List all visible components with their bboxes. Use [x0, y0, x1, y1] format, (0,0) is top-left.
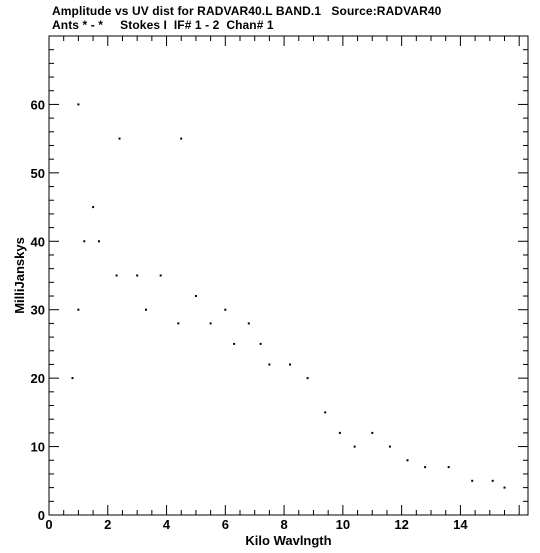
data-point	[248, 322, 250, 324]
x-tick-label: 8	[280, 517, 288, 532]
y-tick-label: 0	[37, 508, 45, 523]
x-tick-label: 4	[162, 517, 171, 532]
data-point	[354, 446, 356, 448]
chart-subtitle: Ants * - * Stokes I IF# 1 - 2 Chan# 1	[52, 18, 274, 32]
y-tick-labels	[31, 97, 45, 523]
y-tick-label: 30	[30, 302, 45, 318]
data-point	[98, 240, 100, 242]
chart-title: Amplitude vs UV dist for RADVAR40.L BAND.1 Source:RADVAR40	[52, 4, 442, 18]
data-point	[424, 466, 426, 468]
x-tick-label: 10	[335, 517, 351, 532]
data-point	[72, 377, 74, 379]
data-point	[136, 275, 138, 277]
data-point	[177, 322, 179, 324]
data-point	[77, 103, 79, 105]
x-tick-label: 2	[104, 517, 112, 532]
plot-frame	[49, 36, 528, 515]
data-point	[268, 364, 270, 366]
y-tick-label: 60	[30, 97, 45, 113]
data-point	[260, 343, 262, 345]
data-point	[389, 446, 391, 448]
y-tick-label: 40	[30, 234, 45, 250]
data-point	[289, 364, 291, 366]
x-tick-label: 6	[221, 517, 229, 532]
data-point	[210, 322, 212, 324]
x-axis-label: Kilo Wavlngth	[245, 533, 332, 548]
data-point	[307, 377, 309, 379]
data-point	[195, 295, 197, 297]
x-tick-label: 12	[394, 517, 409, 532]
data-point	[504, 487, 506, 489]
data-point	[160, 275, 162, 277]
data-points	[72, 103, 506, 488]
data-point	[92, 206, 94, 208]
data-point	[145, 309, 147, 311]
x-tick-labels	[45, 517, 468, 532]
data-point	[116, 275, 118, 277]
data-point	[224, 309, 226, 311]
data-point	[233, 343, 235, 345]
data-point	[119, 138, 121, 140]
x-tick-label: 14	[453, 517, 468, 532]
data-point	[407, 459, 409, 461]
data-point	[83, 240, 85, 242]
y-tick-label: 20	[30, 371, 45, 387]
axis-ticks	[49, 36, 528, 515]
data-point	[448, 466, 450, 468]
y-tick-label: 10	[30, 439, 45, 455]
y-tick-label: 50	[30, 165, 45, 181]
x-tick-label: 0	[45, 517, 53, 532]
data-point	[471, 480, 473, 482]
data-point	[339, 432, 341, 434]
data-point	[371, 432, 373, 434]
data-point	[180, 138, 182, 140]
data-point	[77, 309, 79, 311]
y-axis-label: MilliJanskys	[12, 237, 27, 314]
data-point	[492, 480, 494, 482]
data-point	[324, 411, 326, 413]
